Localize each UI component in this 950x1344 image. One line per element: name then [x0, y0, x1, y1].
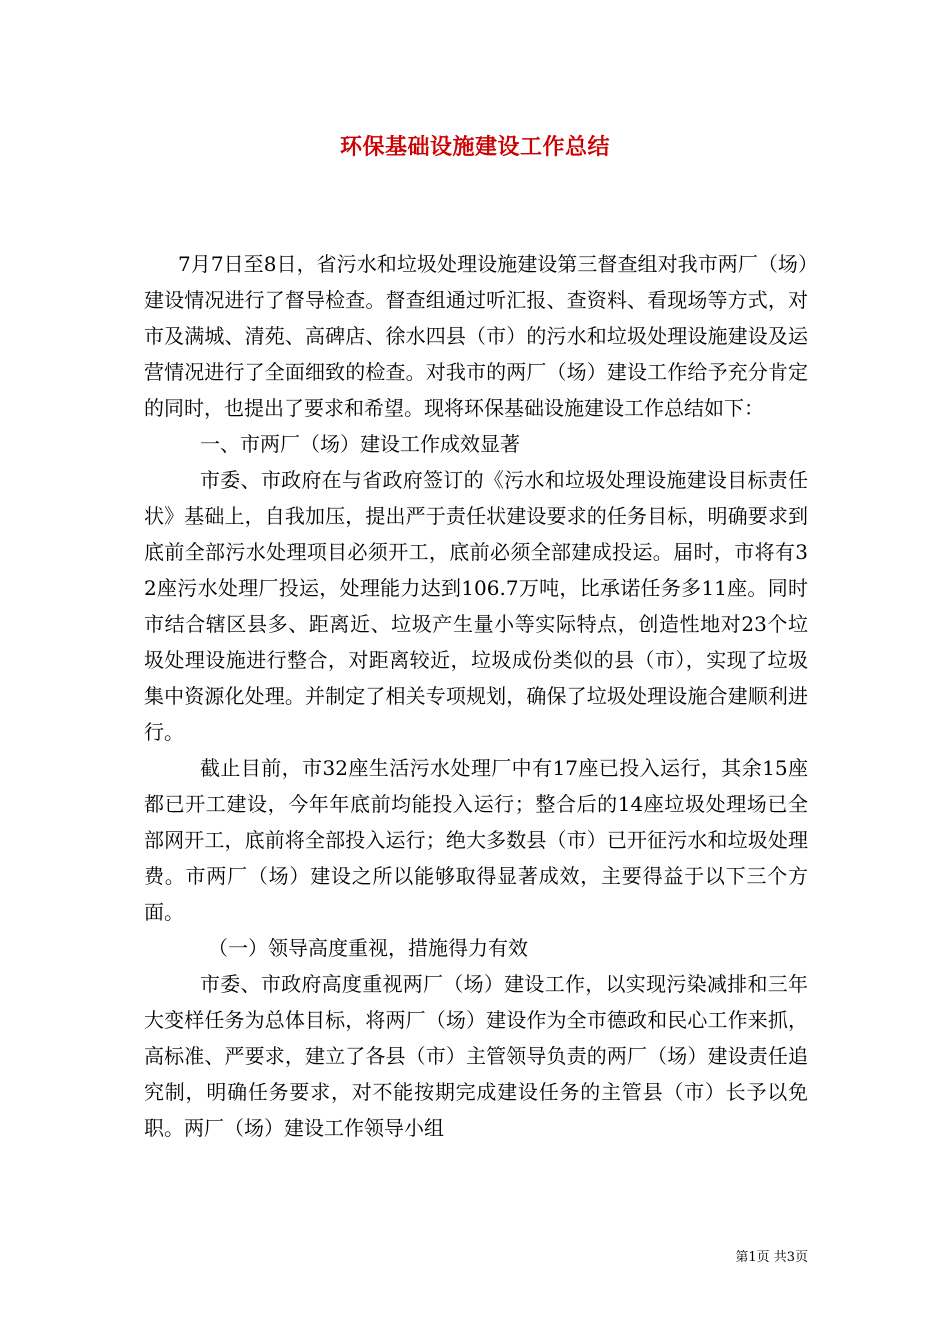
paragraph-progress: 截止目前，市32座生活污水处理厂中有17座已投入运行，其余15座都已开工建设，今年年底前均能投入运行；整合后的14座垃圾处理场已全部网开工，底前将全部投入运行；绝大多数县（市）已开征污水和垃圾处理费。市两厂（场）建设之所以能够取得显著成效，主要得益于以下三个方面。	[144, 756, 808, 924]
paragraph-targets: 市委、市政府在与省政府签订的《污水和垃圾处理设施建设目标责任状》基础上，自我加压，提出严于责任状建设要求的任务目标，明确要求到底前全部污水处理项目必须开工，底前必须全部建成投运。届时，市将有32座污水处理厂投运，处理能力达到106.7万吨，比承诺任务多11座。同时市结合辖区县多、距离近、垃圾产生量小等实际特点，创造性地对23个垃圾处理设施进行整合，对距离较近，垃圾成份类似的县（市），实现了垃圾集中资源化处理。并制定了相关专项规划，确保了垃圾处理设施合建顺利进行。	[144, 468, 808, 744]
document-body	[144, 246, 808, 1146]
document-title: 环保基础设施建设工作总结	[339, 134, 610, 160]
page-number: 第1页 共3页	[735, 1250, 808, 1265]
paragraph-intro: 7月7日至8日，省污水和垃圾处理设施建设第三督查组对我市两厂（场）建设情况进行了督导检查。督查组通过听汇报、查资料、看现场等方式，对市及满城、清苑、高碑店、徐水四县（市）的污水和垃圾处理设施建设及运营情况进行了全面细致的检查。对我市的两厂（场）建设工作给予充分肯定的同时，也提出了要求和希望。现将环保基础设施建设工作总结如下：	[144, 252, 808, 420]
paragraph-leadership: 市委、市政府高度重视两厂（场）建设工作，以实现污染减排和三年大变样任务为总体目标，将两厂（场）建设作为全市德政和民心工作来抓，高标准、严要求，建立了各县（市）主管领导负责的两厂（场）建设责任追究制，明确任务要求，对不能按期完成建设任务的主管县（市）长予以免职。两厂（场）建设工作领导小组	[144, 972, 808, 1140]
subsection-heading-1: （一）领导高度重视，措施得力有效	[208, 936, 528, 960]
section-heading-1: 一、市两厂（场）建设工作成效显著	[200, 432, 520, 456]
